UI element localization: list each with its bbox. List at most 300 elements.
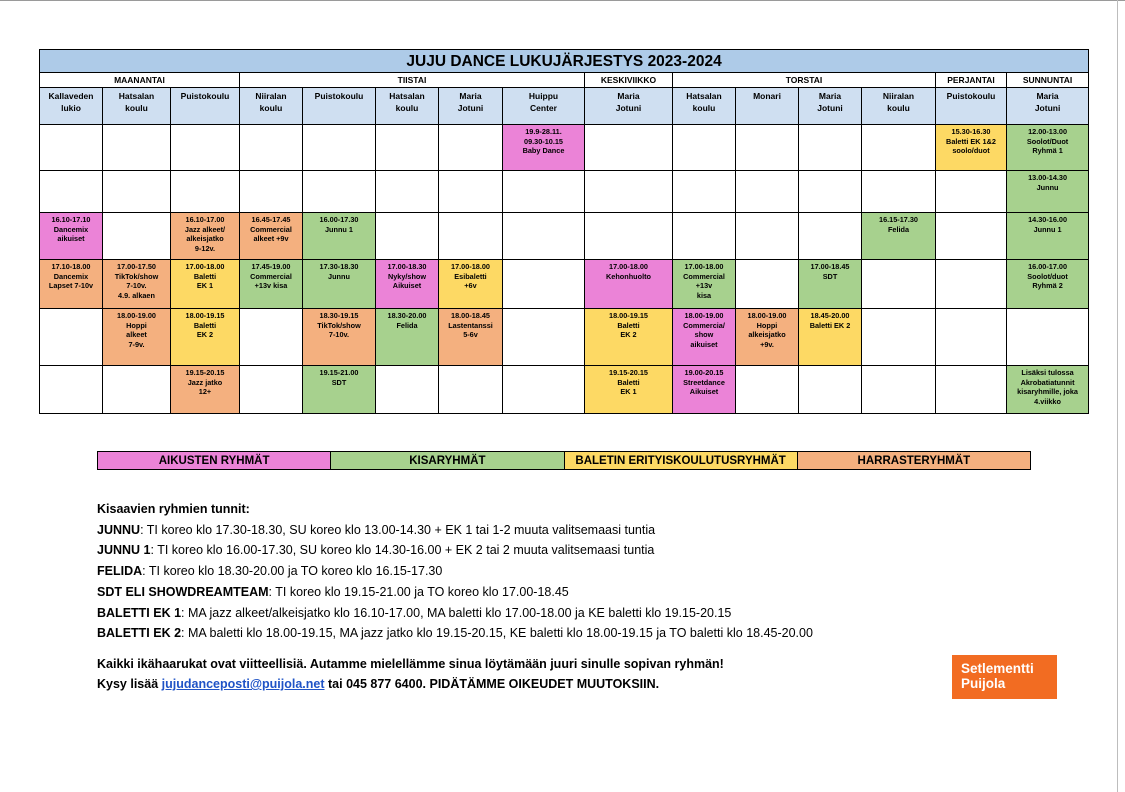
class-line: 16.00-17.30	[319, 215, 359, 224]
class-line: 18.00-19.15	[185, 311, 225, 320]
class-cell	[103, 260, 171, 309]
class-cell-content	[376, 309, 438, 330]
class-line: 15.30-16.30	[951, 127, 991, 136]
class-line: 16.10-17.00	[185, 215, 225, 224]
empty-cell	[936, 171, 1007, 213]
class-cell	[171, 213, 240, 260]
empty-cell	[862, 366, 936, 414]
class-cell	[1007, 125, 1089, 171]
setlementti-puijola-logo	[952, 655, 1057, 699]
class-line: 17.00-18.00	[451, 262, 490, 271]
page-right-border	[1117, 0, 1118, 792]
legend-aikuisten: AIKUSTEN RYHMÄT	[98, 452, 331, 470]
location-line: Maria	[818, 91, 842, 101]
class-line: 09.30-10.15	[524, 136, 563, 146]
class-line: Streetdance	[683, 377, 725, 387]
class-line: 19.15-21.00	[319, 368, 359, 377]
class-cell	[303, 366, 376, 414]
location-header	[862, 88, 936, 125]
note-line	[97, 582, 927, 603]
class-line: EK 2	[620, 330, 637, 339]
class-line: Jazz alkeet/	[184, 224, 226, 234]
schedule-row	[40, 171, 1089, 213]
class-line: 18.00-19.00	[684, 311, 724, 320]
class-line: Jazz jatko	[187, 377, 223, 387]
class-line: Junnu 1	[1033, 224, 1062, 234]
class-line: 7-9v.	[128, 339, 145, 349]
class-cell	[862, 213, 936, 260]
class-line: 17.00-18.00	[609, 262, 648, 271]
class-line: 5-6v	[463, 330, 478, 339]
empty-cell	[936, 260, 1007, 309]
class-cell-content	[673, 260, 735, 300]
empty-cell	[862, 260, 936, 309]
class-cell-content	[40, 213, 102, 244]
class-line: Esibaletti	[454, 271, 487, 281]
empty-cell	[736, 366, 799, 414]
note-group-name: SDT ELI SHOWDREAMTEAM	[97, 584, 269, 599]
location-line: Huippu	[528, 91, 559, 101]
location-line: koulu	[395, 102, 419, 113]
class-cell-content	[736, 309, 798, 349]
empty-cell	[736, 125, 799, 171]
empty-cell	[171, 125, 240, 171]
class-cell-content	[103, 309, 170, 349]
class-line: 17.00-17.50	[117, 262, 156, 271]
location-header	[376, 88, 439, 125]
class-cell-content	[585, 309, 672, 340]
location-header	[673, 88, 736, 125]
day-header-sunnuntai: SUNNUNTAI	[1007, 73, 1089, 88]
class-cell	[439, 309, 503, 366]
empty-cell	[439, 125, 503, 171]
empty-cell	[503, 171, 585, 213]
class-line: TikTok/show	[317, 320, 361, 330]
class-line: Lisäksi tulossa	[1021, 368, 1074, 377]
location-header	[1007, 88, 1089, 125]
class-cell-content	[585, 260, 672, 281]
class-cell-content	[240, 260, 302, 291]
class-cell	[439, 260, 503, 309]
class-line: Felida	[396, 320, 418, 330]
class-cell-content	[303, 260, 375, 281]
class-line: Soolot/duot	[1027, 271, 1068, 281]
schedule-row	[40, 125, 1089, 171]
class-line: Baletti	[193, 320, 217, 330]
class-line: Felida	[887, 224, 910, 234]
class-cell-content	[1007, 171, 1088, 192]
empty-cell	[439, 366, 503, 414]
class-line: soolo/duot	[952, 146, 990, 155]
empty-cell	[862, 309, 936, 366]
class-line: Baletti EK 2	[809, 320, 851, 330]
class-cell	[585, 309, 673, 366]
notes-heading: Kisaavien ryhmien tunnit:	[97, 502, 250, 516]
class-line: Baby Dance	[522, 146, 565, 155]
empty-cell	[240, 366, 303, 414]
class-cell-content	[1007, 125, 1088, 156]
class-cell	[303, 213, 376, 260]
class-line: Hoppi	[756, 320, 778, 330]
empty-cell	[40, 171, 103, 213]
empty-cell	[585, 213, 673, 260]
empty-cell	[103, 366, 171, 414]
empty-cell	[303, 171, 376, 213]
location-header	[303, 88, 376, 125]
location-line: koulu	[259, 102, 283, 113]
location-line: Jotuni	[457, 102, 484, 113]
location-header	[936, 88, 1007, 125]
class-cell	[1007, 171, 1089, 213]
location-line: Maria	[1036, 91, 1059, 101]
class-cell	[1007, 213, 1089, 260]
location-header	[503, 88, 585, 125]
class-cell-content	[673, 366, 735, 397]
empty-cell	[240, 309, 303, 366]
class-line: Hoppi	[126, 320, 147, 330]
class-cell	[585, 260, 673, 309]
class-line: 4.viikko	[1034, 396, 1061, 406]
location-header-row	[40, 88, 1089, 125]
empty-cell	[673, 125, 736, 171]
schedule-row	[40, 366, 1089, 414]
schedule-title: JUJU DANCE LUKUJÄRJESTYS 2023-2024	[40, 50, 1089, 73]
class-line: 17.00-18.00	[684, 262, 724, 271]
class-cell	[673, 309, 736, 366]
class-line: 18.30-20.00	[387, 311, 427, 320]
class-line: 17.00-18.00	[185, 262, 225, 271]
empty-cell	[439, 213, 503, 260]
class-cell	[171, 366, 240, 414]
class-cell	[40, 213, 103, 260]
class-cell-content	[303, 366, 375, 387]
class-line: +13v kisa	[254, 281, 288, 290]
class-cell	[171, 260, 240, 309]
note-text: : TI koreo klo 18.30-20.00 ja TO koreo klo 16.15-17.30	[142, 564, 443, 579]
class-line: show	[694, 330, 714, 339]
empty-cell	[376, 366, 439, 414]
page-top-border	[0, 0, 1125, 1]
schedule-row	[40, 213, 1089, 260]
class-line: TikTok/show	[114, 271, 159, 281]
empty-cell	[240, 125, 303, 171]
class-line: alkeet	[126, 330, 147, 339]
class-line: Commercial	[250, 271, 292, 281]
location-header	[799, 88, 862, 125]
class-line: Junnu	[1036, 182, 1059, 192]
class-line: Soolot/Duot	[1026, 136, 1069, 146]
class-line: 19.15-20.15	[185, 368, 225, 377]
footer-line-2	[97, 674, 927, 694]
class-line: Commercial	[250, 224, 292, 234]
footer-line-1: Kaikki ikähaarukat ovat viitteellisiä. Autamme mielellämme sinua löytämään juuri sinulle sopivan ryhmän!	[97, 657, 724, 671]
class-line: Junnu 1	[325, 224, 353, 234]
location-header	[439, 88, 503, 125]
class-cell-content	[503, 125, 584, 156]
class-cell	[103, 309, 171, 366]
empty-cell	[376, 213, 439, 260]
schedule-row	[40, 260, 1089, 309]
class-cell-content	[40, 260, 102, 291]
class-line: 19.9-28.11.	[525, 127, 562, 136]
location-header	[103, 88, 171, 125]
location-line: Hatsalan	[118, 91, 155, 101]
class-line: SDT	[331, 377, 347, 387]
class-line: EK 1	[196, 281, 214, 290]
footer-info	[97, 654, 927, 694]
schedule-row	[40, 309, 1089, 366]
class-line: 12.00-13.00	[1028, 127, 1068, 136]
class-line: 4.9. alkaen	[118, 290, 155, 300]
class-line: kisaryhmille, joka	[1017, 387, 1078, 396]
class-cell	[936, 125, 1007, 171]
class-line: Akrobatiatunnit	[1020, 377, 1075, 387]
class-line: aikuiset	[57, 234, 85, 243]
class-line: 12+	[198, 387, 212, 396]
day-header-tiistai: TIISTAI	[240, 73, 585, 88]
class-cell-content	[799, 309, 861, 330]
empty-cell	[862, 171, 936, 213]
location-line: Monari	[753, 91, 781, 101]
class-line: Ryhmä 2	[1032, 281, 1063, 290]
email-link[interactable]: jujudanceposti@puijola.net	[161, 677, 325, 691]
footer-suffix: tai 045 877 6400. PIDÄTÄMME OIKEUDET MUUTOKSIIN.	[324, 677, 660, 691]
location-line: Hatsalan	[389, 91, 425, 101]
note-group-name: BALETTI EK 2	[97, 626, 182, 641]
class-cell-content	[103, 260, 170, 300]
note-group-name: BALETTI EK 1	[97, 605, 182, 620]
note-group-name: JUNNU 1	[97, 543, 151, 558]
class-line: 19.00-20.15	[684, 368, 724, 377]
class-line: Lastentanssi	[448, 320, 493, 330]
note-group-name: JUNNU	[97, 522, 141, 537]
class-line: 18.45-20.00	[810, 311, 850, 320]
location-line: Jotuni	[615, 102, 642, 113]
class-line: Ryhmä 1	[1032, 146, 1063, 155]
empty-cell	[585, 171, 673, 213]
class-line: 17.00-18.30	[387, 262, 427, 271]
empty-cell	[936, 366, 1007, 414]
note-text: : TI koreo klo 17.30-18.30, SU koreo klo 13.00-14.30 + EK 1 tai 1-2 muuta valitsemaasi tuntia	[140, 522, 656, 537]
class-cell-content	[673, 309, 735, 349]
class-cell	[376, 309, 439, 366]
location-line: Puistokoulu	[314, 91, 364, 101]
empty-cell	[736, 213, 799, 260]
class-line: 16.10-17.10	[51, 215, 91, 224]
note-line	[97, 561, 927, 582]
class-line: alkeet +9v	[253, 234, 289, 243]
class-line: Baletti	[193, 271, 217, 281]
class-line: 16.00-17.00	[1028, 262, 1068, 271]
class-cell	[673, 366, 736, 414]
class-cell-content	[376, 260, 438, 291]
class-line: 18.00-18.45	[451, 311, 490, 320]
empty-cell	[673, 213, 736, 260]
class-line: 17.45-19.00	[251, 262, 291, 271]
class-line: 17.00-18.45	[810, 262, 850, 271]
class-line: Lapset 7-10v	[48, 281, 94, 290]
class-line: Commercial	[683, 271, 725, 281]
empty-cell	[439, 171, 503, 213]
empty-cell	[936, 309, 1007, 366]
class-cell-content	[240, 213, 302, 244]
class-cell	[376, 260, 439, 309]
class-cell	[585, 366, 673, 414]
empty-cell	[376, 171, 439, 213]
location-header	[171, 88, 240, 125]
class-cell-content	[1007, 366, 1088, 406]
empty-cell	[585, 125, 673, 171]
class-line: Kehonhuolto	[606, 271, 651, 281]
class-line: Aikuiset	[392, 281, 422, 290]
class-line: +13v	[695, 281, 713, 290]
class-cell	[673, 260, 736, 309]
location-line: Niiralan	[255, 91, 287, 101]
class-line: 17.10-18.00	[51, 262, 91, 271]
class-line: EK 2	[196, 330, 214, 339]
note-line	[97, 623, 927, 644]
legend-table	[97, 451, 1031, 470]
class-line: SDT	[822, 271, 838, 281]
empty-cell	[1007, 309, 1089, 366]
empty-cell	[799, 366, 862, 414]
class-cell-content	[799, 260, 861, 281]
day-header-maanantai: MAANANTAI	[40, 73, 240, 88]
class-line: 18.00-19.15	[609, 311, 648, 320]
legend-harraste: HARRASTERYHMÄT	[797, 452, 1030, 470]
class-line: 14.30-16.00	[1028, 215, 1068, 224]
legend-kisa: KISARYHMÄT	[331, 452, 564, 470]
class-cell-content	[862, 213, 935, 234]
empty-cell	[673, 171, 736, 213]
class-cell-content	[303, 309, 375, 340]
day-header-keskiviikko: KESKIVIIKKO	[585, 73, 673, 88]
empty-cell	[799, 171, 862, 213]
empty-cell	[40, 366, 103, 414]
location-line: Hatsalan	[686, 91, 722, 101]
empty-cell	[862, 125, 936, 171]
class-cell-content	[1007, 213, 1088, 234]
class-line: 13.00-14.30	[1028, 173, 1068, 182]
competition-notes	[97, 499, 927, 644]
class-cell-content	[439, 309, 502, 340]
class-line: Junnu	[328, 271, 350, 281]
class-cell	[240, 260, 303, 309]
note-line	[97, 603, 927, 624]
empty-cell	[503, 260, 585, 309]
class-line: 16.15-17.30	[879, 215, 918, 224]
note-text: : MA jazz alkeet/alkeisjatko klo 16.10-17.00, MA baletti klo 17.00-18.00 ja KE baletti klo 19.15-20.15	[181, 605, 732, 620]
note-text: : TI koreo klo 16.00-17.30, SU koreo klo 14.30-16.00 + EK 2 tai 2 muuta valitsemaasi tuntia	[150, 543, 655, 558]
class-cell	[799, 309, 862, 366]
class-line: +6v	[464, 281, 477, 290]
empty-cell	[736, 260, 799, 309]
class-cell-content	[171, 213, 239, 253]
class-line: alkeisjatko	[186, 234, 224, 243]
empty-cell	[376, 125, 439, 171]
class-cell-content	[303, 213, 375, 234]
class-cell-content	[1007, 260, 1088, 291]
location-line: koulu	[125, 102, 148, 113]
location-header	[736, 88, 799, 125]
location-line: Jotuni	[1034, 102, 1061, 113]
location-line: Puistokoulu	[180, 91, 230, 101]
location-line: Maria	[617, 91, 640, 101]
empty-cell	[503, 366, 585, 414]
location-line: koulu	[887, 102, 910, 113]
location-line: Jotuni	[817, 102, 843, 113]
class-line: 9-12v.	[194, 243, 216, 253]
location-header	[40, 88, 103, 125]
empty-cell	[103, 125, 171, 171]
class-line: +9v.	[760, 339, 774, 349]
class-cell	[799, 260, 862, 309]
location-line: Center	[530, 102, 557, 113]
class-line: Dancemix	[53, 224, 89, 234]
class-line: 18.00-19.00	[747, 311, 787, 320]
class-line: 18.00-19.00	[117, 311, 156, 320]
empty-cell	[240, 171, 303, 213]
class-line: EK 1	[620, 387, 637, 396]
logo-line-1: Setlementti	[961, 661, 1034, 676]
class-cell-content	[171, 366, 239, 397]
empty-cell	[303, 125, 376, 171]
class-cell	[303, 309, 376, 366]
class-cell-content	[439, 260, 502, 291]
empty-cell	[503, 213, 585, 260]
footer-prefix: Kysy lisää	[97, 677, 162, 691]
note-group-name: FELIDA	[97, 564, 143, 579]
class-cell-content	[936, 125, 1006, 156]
day-header-torstai: TORSTAI	[673, 73, 936, 88]
class-line: Baletti EK 1&2	[946, 136, 996, 146]
empty-cell	[799, 125, 862, 171]
legend-baletti: BALETIN ERITYISKOULUTUSRYHMÄT	[564, 452, 797, 470]
empty-cell	[736, 171, 799, 213]
class-cell-content	[171, 309, 239, 340]
note-line	[97, 540, 927, 561]
class-line: kisa	[696, 290, 712, 300]
class-cell-content	[171, 260, 239, 291]
class-line: 16.45-17.45	[251, 215, 291, 224]
class-line: Baletti	[617, 377, 640, 387]
class-line: 19.15-20.15	[609, 368, 648, 377]
class-cell	[1007, 366, 1089, 414]
class-cell	[171, 309, 240, 366]
note-text: : MA baletti klo 18.00-19.15, MA jazz jatko klo 19.15-20.15, KE baletti klo 18.00-19.15 ja TO baletti klo 18.45-20.00	[181, 626, 813, 641]
empty-cell	[503, 309, 585, 366]
empty-cell	[40, 309, 103, 366]
class-cell	[503, 125, 585, 171]
location-header	[240, 88, 303, 125]
empty-cell	[40, 125, 103, 171]
empty-cell	[171, 171, 240, 213]
class-line: alkeisjatko	[748, 330, 786, 339]
location-line: Puistokoulu	[946, 91, 996, 101]
location-line: Maria	[459, 91, 482, 101]
schedule-table	[39, 49, 1089, 414]
empty-cell	[103, 213, 171, 260]
class-cell	[1007, 260, 1089, 309]
logo-line-2: Puijola	[961, 676, 1006, 691]
empty-cell	[799, 213, 862, 260]
location-line: Niiralan	[882, 91, 915, 101]
location-header	[585, 88, 673, 125]
note-text: : TI koreo klo 19.15-21.00 ja TO koreo klo 17.00-18.45	[268, 584, 569, 599]
class-line: Dancemix	[53, 271, 89, 281]
class-line: Aikuiset	[689, 387, 719, 396]
class-line: 7-10v.	[126, 281, 147, 290]
